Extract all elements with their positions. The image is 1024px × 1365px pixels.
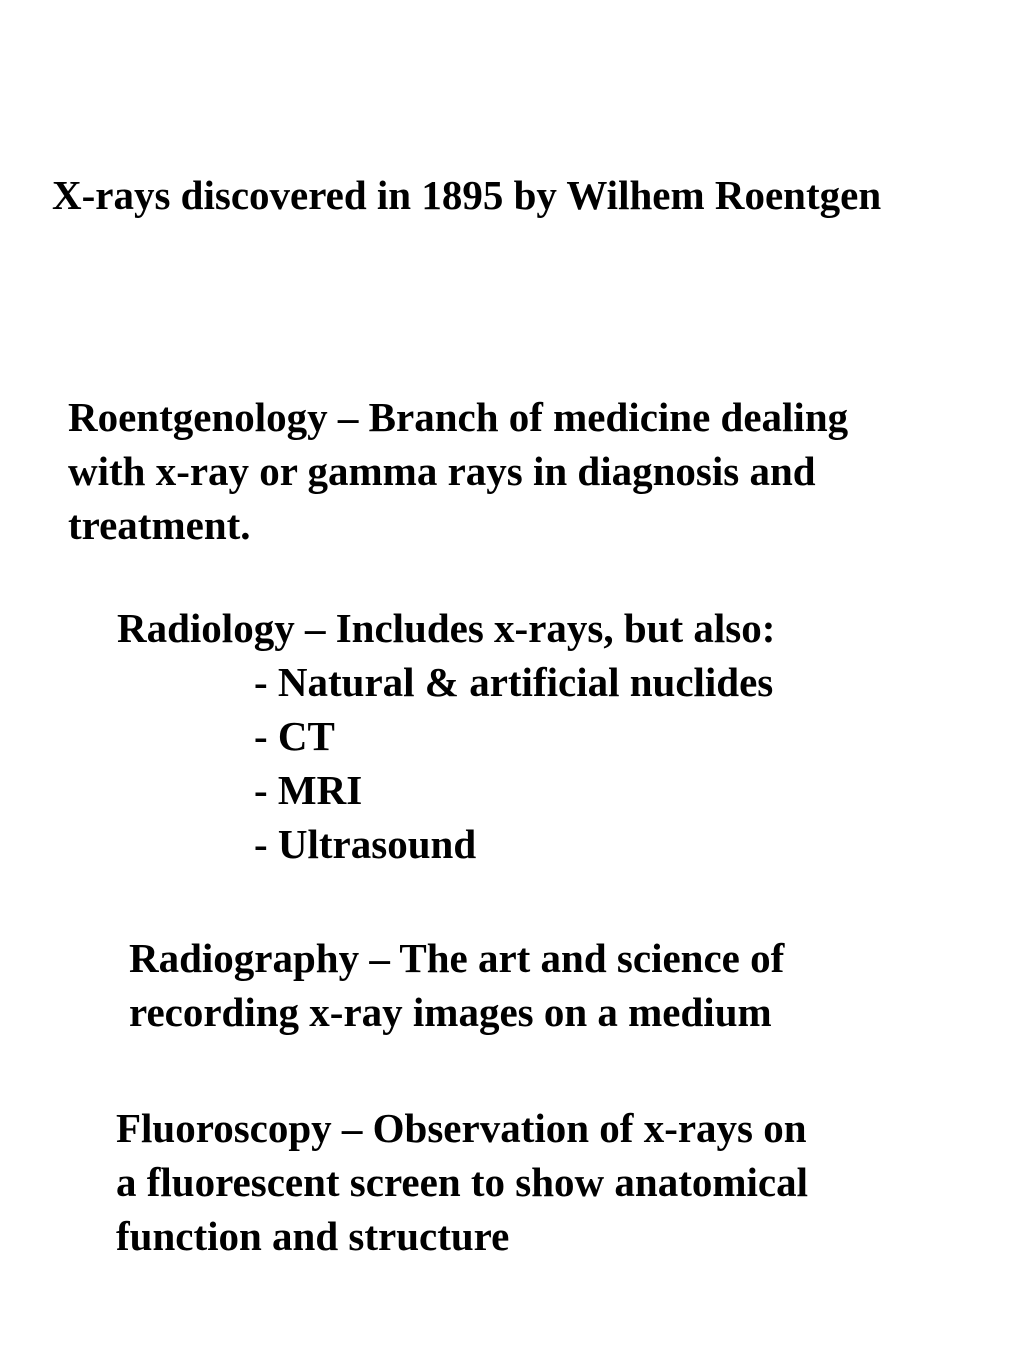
definition-line: function and structure [116,1213,510,1259]
radiography-definition [129,931,784,1039]
definition-line: Fluoroscopy – Observation of x-rays on [116,1105,807,1151]
roentgenology-definition [68,390,848,552]
page-title: X-rays discovered in 1895 by Wilhem Roentgen [52,172,882,218]
radiology-heading: Radiology – Includes x-rays, but also: [117,605,776,651]
radiology-definition [117,601,775,871]
list-item: - CT [254,713,335,759]
list-item: - Natural & artificial nuclides [254,659,774,705]
definition-line: with x-ray or gamma rays in diagnosis and [68,448,816,494]
definition-line: Radiography – The art and science of [129,935,785,981]
definition-line: recording x-ray images on a medium [129,989,772,1035]
list-item: - MRI [254,767,363,813]
fluoroscopy-definition [116,1101,808,1263]
definition-line: Roentgenology – Branch of medicine dealing [68,394,849,440]
list-item: - Ultrasound [254,821,477,867]
definition-line: a fluorescent screen to show anatomical [116,1159,808,1205]
definition-line: treatment. [68,502,251,548]
